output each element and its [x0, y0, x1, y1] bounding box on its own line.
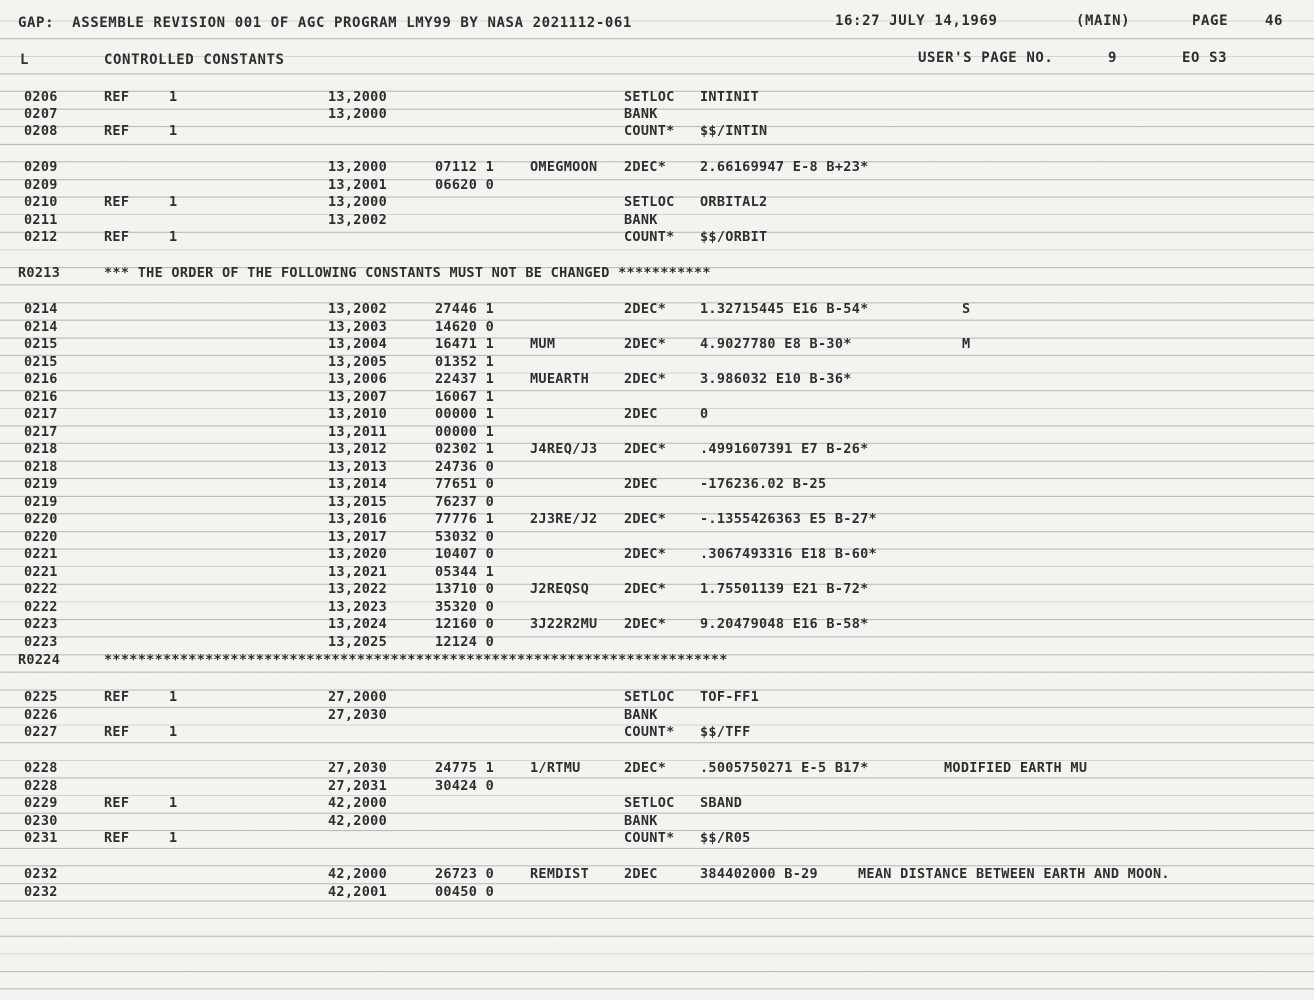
line-number: 0230: [24, 813, 58, 829]
operand-field: 1.75501139 E21 B-72*: [700, 581, 869, 597]
operand-field: $$/R05: [700, 830, 751, 846]
line-number: 0220: [24, 511, 58, 527]
refnum-field: 1: [169, 724, 178, 740]
refnum-field: 1: [169, 89, 178, 105]
remark-field: MEAN DISTANCE BETWEEN EARTH AND MOON.: [858, 866, 1170, 882]
address: 13,2000: [328, 194, 387, 210]
op-field: 2DEC*: [624, 760, 667, 776]
octal-word: 00000 1: [435, 406, 494, 422]
op-field: 2DEC*: [624, 336, 667, 352]
ref-field: REF: [104, 194, 130, 210]
octal-word: 07112 1: [435, 159, 494, 175]
address: 13,2017: [328, 529, 387, 545]
line-number: 0228: [24, 760, 58, 776]
op-field: 2DEC*: [624, 371, 667, 387]
assembly-timestamp: 16:27 JULY 14,1969: [835, 13, 998, 29]
ref-field: REF: [104, 123, 130, 139]
line-number: 0209: [24, 177, 58, 193]
line-number: 0220: [24, 529, 58, 545]
address: 13,2024: [328, 616, 387, 632]
octal-word: 01352 1: [435, 354, 494, 370]
label-field: 3J22R2MU: [530, 616, 598, 632]
address: 13,2025: [328, 634, 387, 650]
ref-field: REF: [104, 830, 130, 846]
address: 13,2006: [328, 371, 387, 387]
octal-word: 77776 1: [435, 511, 494, 527]
line-number: 0219: [24, 494, 58, 510]
line-number: 0229: [24, 795, 58, 811]
address: 13,2000: [328, 159, 387, 175]
line-number: 0223: [24, 634, 58, 650]
operand-field: 2.66169947 E-8 B+23*: [700, 159, 869, 175]
op-field: 2DEC*: [624, 511, 667, 527]
line-number: 0228: [24, 778, 58, 794]
octal-word: 05344 1: [435, 564, 494, 580]
operand-field: -176236.02 B-25: [700, 476, 827, 492]
address: 42,2000: [328, 813, 387, 829]
octal-word: 24736 0: [435, 459, 494, 475]
address: 13,2016: [328, 511, 387, 527]
address: 13,2002: [328, 301, 387, 317]
line-number: 0217: [24, 424, 58, 440]
comment-text: **************************************************************************: [104, 652, 728, 668]
label-field: J4REQ/J3: [530, 441, 598, 457]
octal-word: 00000 1: [435, 424, 494, 440]
remark-field: S: [962, 301, 971, 317]
line-number: 0226: [24, 707, 58, 723]
line-number: 0212: [24, 229, 58, 245]
ref-field: REF: [104, 795, 130, 811]
address: 13,2007: [328, 389, 387, 405]
users-page-label: USER'S PAGE NO.: [918, 50, 1054, 66]
line-number: 0208: [24, 123, 58, 139]
line-number: 0232: [24, 884, 58, 900]
address: 27,2030: [328, 707, 387, 723]
operand-field: $$/ORBIT: [700, 229, 768, 245]
operand-field: $$/INTIN: [700, 123, 768, 139]
line-number: 0231: [24, 830, 58, 846]
label-field: 1/RTMU: [530, 760, 581, 776]
octal-word: 14620 0: [435, 319, 494, 335]
line-number: 0222: [24, 599, 58, 615]
operand-field: ORBITAL2: [700, 194, 768, 210]
op-field: BANK: [624, 813, 658, 829]
line-number: 0218: [24, 441, 58, 457]
octal-word: 06620 0: [435, 177, 494, 193]
octal-word: 30424 0: [435, 778, 494, 794]
line-number: 0215: [24, 354, 58, 370]
op-field: 2DEC: [624, 476, 658, 492]
remark-field: MODIFIED EARTH MU: [944, 760, 1088, 776]
operand-field: 3.986032 E10 B-36*: [700, 371, 852, 387]
line-number: 0227: [24, 724, 58, 740]
op-field: BANK: [624, 212, 658, 228]
op-field: SETLOC: [624, 795, 675, 811]
octal-word: 26723 0: [435, 866, 494, 882]
op-field: 2DEC*: [624, 159, 667, 175]
operand-field: 1.32715445 E16 B-54*: [700, 301, 869, 317]
page-number: 46: [1265, 13, 1284, 29]
address: 13,2012: [328, 441, 387, 457]
address: 13,2004: [328, 336, 387, 352]
remark-field: M: [962, 336, 971, 352]
line-number: 0206: [24, 89, 58, 105]
ref-field: REF: [104, 724, 130, 740]
operand-field: INTINIT: [700, 89, 759, 105]
op-field: 2DEC*: [624, 441, 667, 457]
address: 13,2021: [328, 564, 387, 580]
op-field: BANK: [624, 707, 658, 723]
octal-word: 12160 0: [435, 616, 494, 632]
line-number: 0216: [24, 371, 58, 387]
address: 42,2000: [328, 866, 387, 882]
address: 13,2022: [328, 581, 387, 597]
address: 42,2000: [328, 795, 387, 811]
op-field: 2DEC: [624, 406, 658, 422]
op-field: SETLOC: [624, 89, 675, 105]
line-number: 0222: [24, 581, 58, 597]
octal-word: 24775 1: [435, 760, 494, 776]
operand-field: 4.9027780 E8 B-30*: [700, 336, 852, 352]
refnum-field: 1: [169, 229, 178, 245]
address: 13,2000: [328, 106, 387, 122]
octal-word: 35320 0: [435, 599, 494, 615]
line-number: 0211: [24, 212, 58, 228]
octal-word: 13710 0: [435, 581, 494, 597]
operand-field: -.1355426363 E5 B-27*: [700, 511, 877, 527]
line-number: 0219: [24, 476, 58, 492]
op-field: BANK: [624, 106, 658, 122]
refnum-field: 1: [169, 194, 178, 210]
octal-word: 12124 0: [435, 634, 494, 650]
label-field: 2J3RE/J2: [530, 511, 598, 527]
op-field: COUNT*: [624, 123, 675, 139]
refnum-field: 1: [169, 830, 178, 846]
operand-field: .4991607391 E7 B-26*: [700, 441, 869, 457]
line-number: 0221: [24, 546, 58, 562]
label-field: J2REQSQ: [530, 581, 589, 597]
operand-field: 9.20479048 E16 B-58*: [700, 616, 869, 632]
operand-field: 0: [700, 406, 709, 422]
ref-field: REF: [104, 689, 130, 705]
address: 13,2002: [328, 212, 387, 228]
op-field: 2DEC: [624, 866, 658, 882]
octal-word: 53032 0: [435, 529, 494, 545]
address: 13,2005: [328, 354, 387, 370]
address: 27,2000: [328, 689, 387, 705]
op-field: COUNT*: [624, 830, 675, 846]
address: 42,2001: [328, 884, 387, 900]
refnum-field: 1: [169, 689, 178, 705]
op-field: COUNT*: [624, 229, 675, 245]
line-number: 0217: [24, 406, 58, 422]
address: 13,2010: [328, 406, 387, 422]
segment-label: (MAIN): [1076, 13, 1131, 29]
section-title: CONTROLLED CONSTANTS: [104, 52, 285, 68]
address: 13,2013: [328, 459, 387, 475]
line-number: 0207: [24, 106, 58, 122]
operand-field: .5005750271 E-5 B17*: [700, 760, 869, 776]
op-field: 2DEC*: [624, 301, 667, 317]
users-page-number: 9: [1108, 50, 1118, 66]
ref-field: REF: [104, 89, 130, 105]
section-marker: L: [20, 52, 30, 68]
octal-word: 02302 1: [435, 441, 494, 457]
comment-text: *** THE ORDER OF THE FOLLOWING CONSTANTS MUST NOT BE CHANGED ***********: [104, 265, 711, 281]
label-field: REMDIST: [530, 866, 589, 882]
octal-word: 77651 0: [435, 476, 494, 492]
line-number: 0216: [24, 389, 58, 405]
octal-word: 10407 0: [435, 546, 494, 562]
assembly-header: GAP: ASSEMBLE REVISION 001 OF AGC PROGRAM LMY99 BY NASA 2021112-061: [18, 15, 632, 31]
label-field: OMEGMOON: [530, 159, 598, 175]
line-number: 0218: [24, 459, 58, 475]
label-field: MUEARTH: [530, 371, 589, 387]
address: 13,2015: [328, 494, 387, 510]
line-number: 0232: [24, 866, 58, 882]
line-number: 0223: [24, 616, 58, 632]
refnum-field: 1: [169, 123, 178, 139]
op-field: SETLOC: [624, 194, 675, 210]
line-number: 0209: [24, 159, 58, 175]
operand-field: TOF-FF1: [700, 689, 759, 705]
operand-field: $$/TFF: [700, 724, 751, 740]
eo-label: EO S3: [1182, 50, 1228, 66]
address: 13,2001: [328, 177, 387, 193]
op-field: 2DEC*: [624, 546, 667, 562]
octal-word: 76237 0: [435, 494, 494, 510]
line-number: 0214: [24, 319, 58, 335]
operand-field: 384402000 B-29: [700, 866, 818, 882]
address: 13,2014: [328, 476, 387, 492]
octal-word: 16471 1: [435, 336, 494, 352]
address: 27,2031: [328, 778, 387, 794]
address: 13,2000: [328, 89, 387, 105]
refnum-field: 1: [169, 795, 178, 811]
address: 13,2011: [328, 424, 387, 440]
line-number: R0224: [18, 652, 61, 668]
line-number: R0213: [18, 265, 61, 281]
address: 13,2003: [328, 319, 387, 335]
address: 27,2030: [328, 760, 387, 776]
line-number: 0215: [24, 336, 58, 352]
operand-field: .3067493316 E18 B-60*: [700, 546, 877, 562]
octal-word: 16067 1: [435, 389, 494, 405]
line-number: 0210: [24, 194, 58, 210]
line-number: 0225: [24, 689, 58, 705]
line-number: 0214: [24, 301, 58, 317]
op-field: SETLOC: [624, 689, 675, 705]
address: 13,2020: [328, 546, 387, 562]
address: 13,2023: [328, 599, 387, 615]
octal-word: 27446 1: [435, 301, 494, 317]
op-field: COUNT*: [624, 724, 675, 740]
ref-field: REF: [104, 229, 130, 245]
octal-word: 00450 0: [435, 884, 494, 900]
page-label: PAGE: [1192, 13, 1229, 29]
octal-word: 22437 1: [435, 371, 494, 387]
label-field: MUM: [530, 336, 556, 352]
op-field: 2DEC*: [624, 616, 667, 632]
line-number: 0221: [24, 564, 58, 580]
op-field: 2DEC*: [624, 581, 667, 597]
operand-field: SBAND: [700, 795, 743, 811]
